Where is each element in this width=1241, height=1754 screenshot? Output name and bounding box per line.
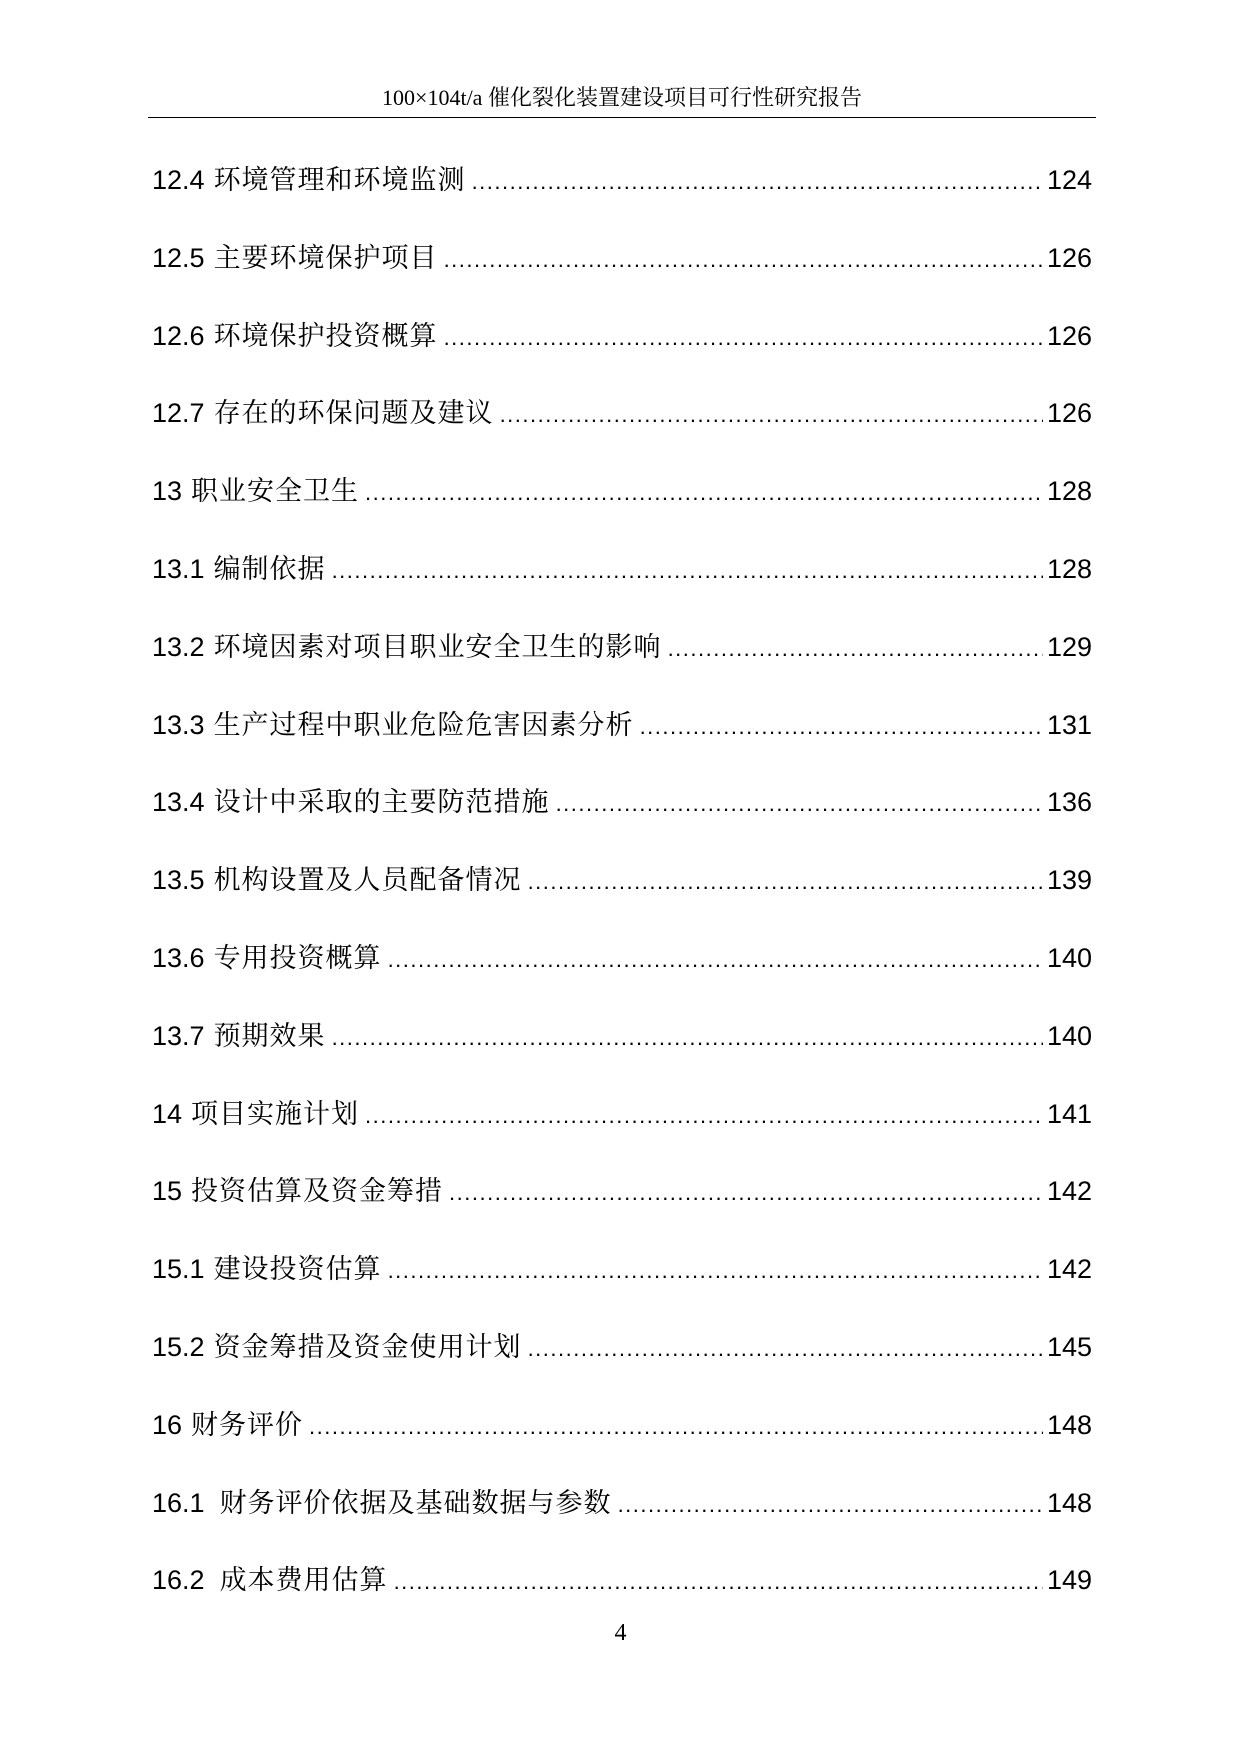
toc-section-title: 环境管理和环境监测 [213,165,466,196]
toc-entry-13-4[interactable] [152,782,1092,860]
toc-dot-leader [332,551,1043,591]
toc-dot-leader [618,1485,1043,1525]
toc-entry-13-2[interactable] [152,627,1092,705]
toc-section-title: 预期效果 [213,1020,326,1052]
toc-page-number: 145 [1046,1331,1092,1362]
toc-entry-13-5[interactable] [152,860,1092,938]
toc-dot-leader [556,784,1043,824]
toc-page-number: 131 [1046,709,1092,740]
toc-section-title: 建设投资估算 [213,1254,382,1286]
toc-dot-leader [528,862,1043,902]
toc-page-number: 128 [1046,476,1092,507]
toc-section-number: 13.5 [152,865,205,896]
toc-section-number: 12.5 [152,242,205,273]
toc-dot-leader [394,1562,1043,1602]
toc-entry-12-4[interactable] [152,160,1092,238]
toc-section-title: 财务评价 [191,1409,304,1441]
table-of-contents [152,160,1092,1638]
toc-entry-15-2[interactable] [152,1327,1092,1405]
toc-section-number: 16.1 [152,1487,205,1518]
toc-dot-leader [472,162,1043,202]
toc-page-number: 140 [1046,942,1092,973]
toc-section-title: 机构设置及人员配备情况 [213,865,522,897]
toc-page-number: 139 [1046,865,1092,896]
toc-section-title: 资金筹措及资金使用计划 [213,1331,522,1363]
toc-section-title: 环境因素对项目职业安全卫生的影响 [213,631,662,663]
toc-section-number: 12.6 [152,320,205,351]
toc-section-number: 13.6 [152,942,205,973]
toc-page-number: 141 [1046,1098,1092,1129]
toc-entry-13-1[interactable] [152,549,1092,627]
toc-dot-leader [388,1251,1043,1291]
toc-section-title: 职业安全卫生 [191,476,360,508]
toc-dot-leader [365,473,1043,513]
toc-page-number: 142 [1046,1254,1092,1285]
toc-section-number: 12.7 [152,398,205,429]
toc-section-number: 13.4 [152,787,205,818]
toc-page-number: 126 [1046,242,1092,273]
toc-dot-leader [500,395,1043,435]
toc-section-title: 投资估算及资金筹措 [191,1176,444,1208]
toc-entry-16-1[interactable] [152,1483,1092,1561]
toc-entry-16[interactable] [152,1405,1092,1483]
toc-page-number: 124 [1046,165,1092,195]
toc-section-number: 13.7 [152,1020,205,1051]
toc-section-number: 14 [152,1098,183,1129]
toc-entry-14[interactable] [152,1094,1092,1172]
toc-section-number: 16 [152,1409,183,1440]
toc-section-number: 13.1 [152,553,205,584]
toc-dot-leader [388,940,1043,980]
toc-page-number: 129 [1046,631,1092,662]
toc-section-number: 13 [152,476,183,507]
toc-entry-12-7[interactable] [152,393,1092,471]
toc-entry-13-6[interactable] [152,938,1092,1016]
toc-section-title: 财务评价依据及基础数据与参数 [219,1487,612,1519]
toc-section-number: 13.3 [152,709,205,740]
toc-page-number: 148 [1046,1487,1092,1518]
toc-dot-leader [449,1173,1043,1213]
toc-entry-15-1[interactable] [152,1249,1092,1327]
toc-entry-13[interactable] [152,471,1092,549]
toc-page-number: 136 [1046,787,1092,818]
toc-section-title: 主要环境保护项目 [213,242,438,274]
toc-section-number: 15.2 [152,1331,205,1362]
toc-dot-leader [332,1018,1043,1058]
toc-section-number: 16.2 [152,1565,205,1596]
toc-page-number: 126 [1046,398,1092,429]
toc-section-title: 编制依据 [213,553,326,585]
toc-section-title: 成本费用估算 [219,1565,388,1597]
toc-dot-leader [668,629,1043,669]
toc-section-title: 专用投资概算 [213,942,382,974]
toc-section-number: 12.4 [152,165,205,195]
toc-page-number: 142 [1046,1176,1092,1207]
toc-dot-leader [444,318,1043,358]
toc-section-title: 存在的环保问题及建议 [213,398,494,430]
running-header [148,85,1096,118]
toc-entry-12-5[interactable] [152,238,1092,316]
toc-section-number: 13.2 [152,631,205,662]
page-number: 4 [614,1620,627,1646]
toc-section-number: 15 [152,1176,183,1207]
toc-page-number: 149 [1046,1565,1092,1596]
toc-section-title: 环境保护投资概算 [213,320,438,352]
toc-dot-leader [365,1096,1043,1136]
toc-page-number: 148 [1046,1409,1092,1440]
toc-section-title: 生产过程中职业危险危害因素分析 [213,709,634,741]
toc-entry-15[interactable] [152,1171,1092,1249]
toc-entry-12-6[interactable] [152,316,1092,394]
toc-dot-leader [309,1407,1043,1447]
page-footer [0,1620,1241,1647]
toc-entry-13-3[interactable] [152,705,1092,783]
toc-dot-leader [528,1329,1043,1369]
toc-dot-leader [640,707,1043,747]
document-title: 100×104t/a 催化裂化装置建设项目可行性研究报告 [382,85,862,110]
toc-dot-leader [444,240,1043,280]
toc-section-title: 项目实施计划 [191,1098,360,1130]
toc-entry-13-7[interactable] [152,1016,1092,1094]
toc-page-number: 126 [1046,320,1092,351]
toc-page-number: 140 [1046,1020,1092,1051]
toc-section-number: 15.1 [152,1254,205,1285]
toc-section-title: 设计中采取的主要防范措施 [213,787,550,819]
toc-page-number: 128 [1046,553,1092,584]
